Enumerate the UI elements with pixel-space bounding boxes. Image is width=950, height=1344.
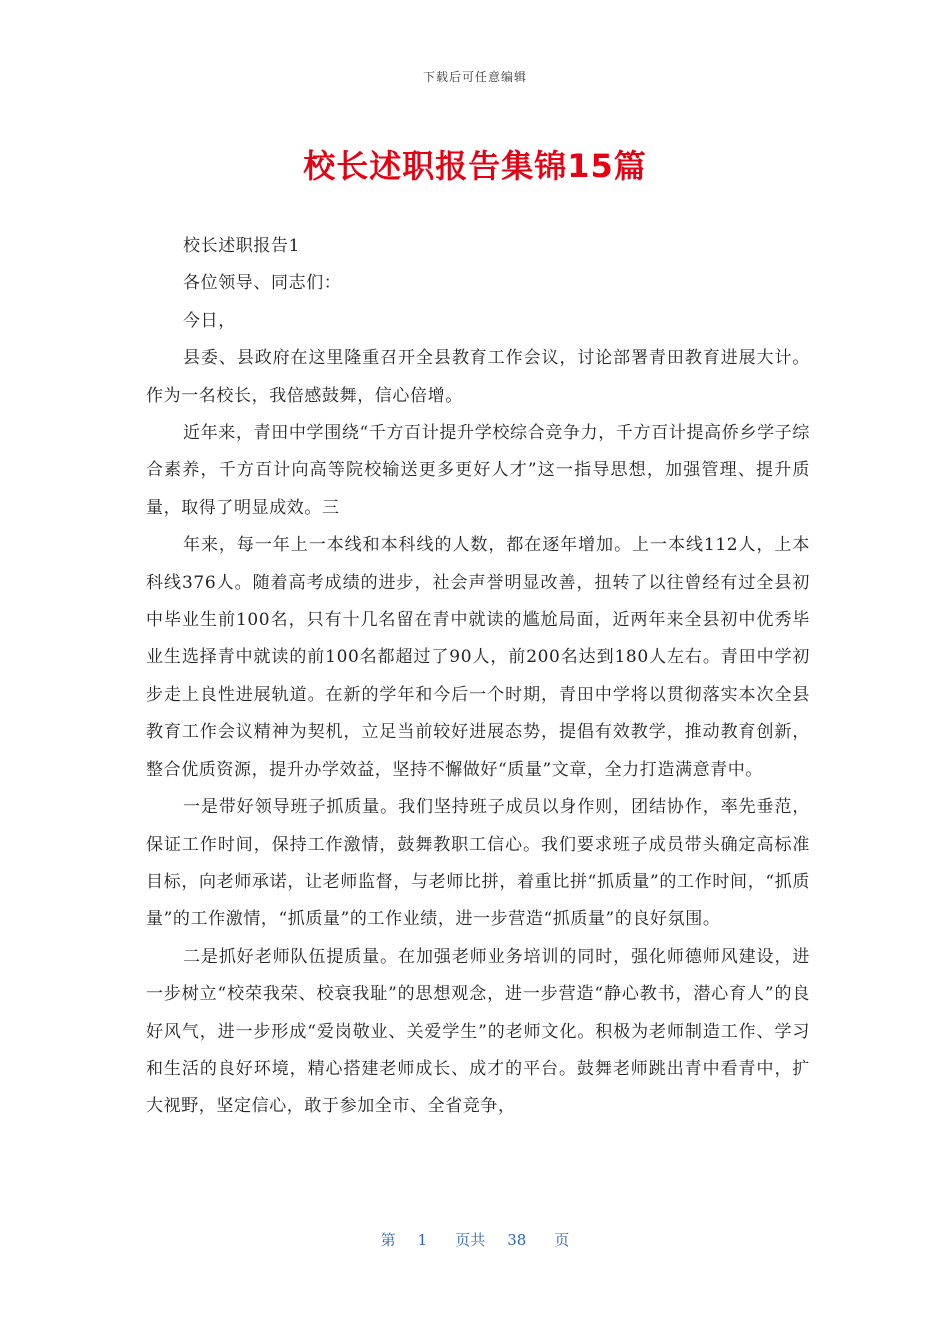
- page-middle: 页共: [455, 1231, 486, 1249]
- page-suffix: 页: [554, 1231, 570, 1249]
- header-note: 下载后可任意编辑: [422, 70, 527, 84]
- page-prefix: 第: [380, 1231, 396, 1249]
- paragraph-salutation: 各位领导、同志们：: [183, 273, 342, 294]
- paragraph: 近年来，青田中学围绕“千方百计提升学校综合竞争力，千方百计提高侨乡学子综合素养，千方百计向高等院校输送更多更好人才”这一指导思想，加强管理、提升质量，取得了明显成效。三: [146, 423, 810, 518]
- document-body: [146, 228, 810, 1126]
- paragraph: 年来，每一年上一本线和本科线的人数，都在逐年增加。上一本线112人，上本科线376人。随着高考成绩的进步，社会声誉明显改善，扭转了以往曾经有过全县初中毕业生前100名，只有十几名留在青中就读的尴尬局面，近两年来全县初中优秀毕业生选择青中就读的前100名都超过了90人，前200名达到180人左右。青田中学初步走上良性进展轨道。在新的学年和今后一个时期，青田中学将以贯彻落实本次全县教育工作会议精神为契机，立足当前较好进展态势，提倡有效教学，推动教育创新，整合优质资源，提升办学效益，坚持不懈做好“质量”文章，全力打造满意青中。: [146, 535, 810, 780]
- page-footer: [0, 1226, 950, 1254]
- paragraph: 一是带好领导班子抓质量。我们坚持班子成员以身作则，团结协作，率先垂范，保证工作时间，保持工作激情，鼓舞教职工信心。我们要求班子成员带头确定高标准目标，向老师承诺，让老师监督，与老师比拼，着重比拼“抓质量”的工作时间，“抓质量”的工作激情，“抓质量”的工作业绩，进一步营造“抓质量”的良好氛围。: [146, 797, 810, 930]
- paragraph: 二是抓好老师队伍提质量。在加强老师业务培训的同时，强化师德师风建设，进一步树立“校荣我荣、校衰我耻”的思想观念，进一步营造“静心教书，潜心育人”的良好风气，进一步形成“爱岗敬业、关爱学生”的老师文化。积极为老师制造工作、学习和生活的良好环境，精心搭建老师成长、成才的平台。鼓舞老师跳出青中看青中，扩大视野，坚定信心，敢于参加全市、全省竞争，: [146, 946, 810, 1117]
- paragraph-subtitle: 校长述职报告1: [183, 236, 301, 256]
- document-title: 校长述职报告集锦15篇: [303, 147, 647, 185]
- page-total: 38: [507, 1231, 527, 1249]
- paragraph: 县委、县政府在这里隆重召开全县教育工作会议，讨论部署青田教育进展大计。作为一名校长，我倍感鼓舞，信心倍增。: [146, 348, 810, 406]
- page-current: 1: [417, 1231, 428, 1249]
- paragraph: 今日，: [183, 310, 236, 331]
